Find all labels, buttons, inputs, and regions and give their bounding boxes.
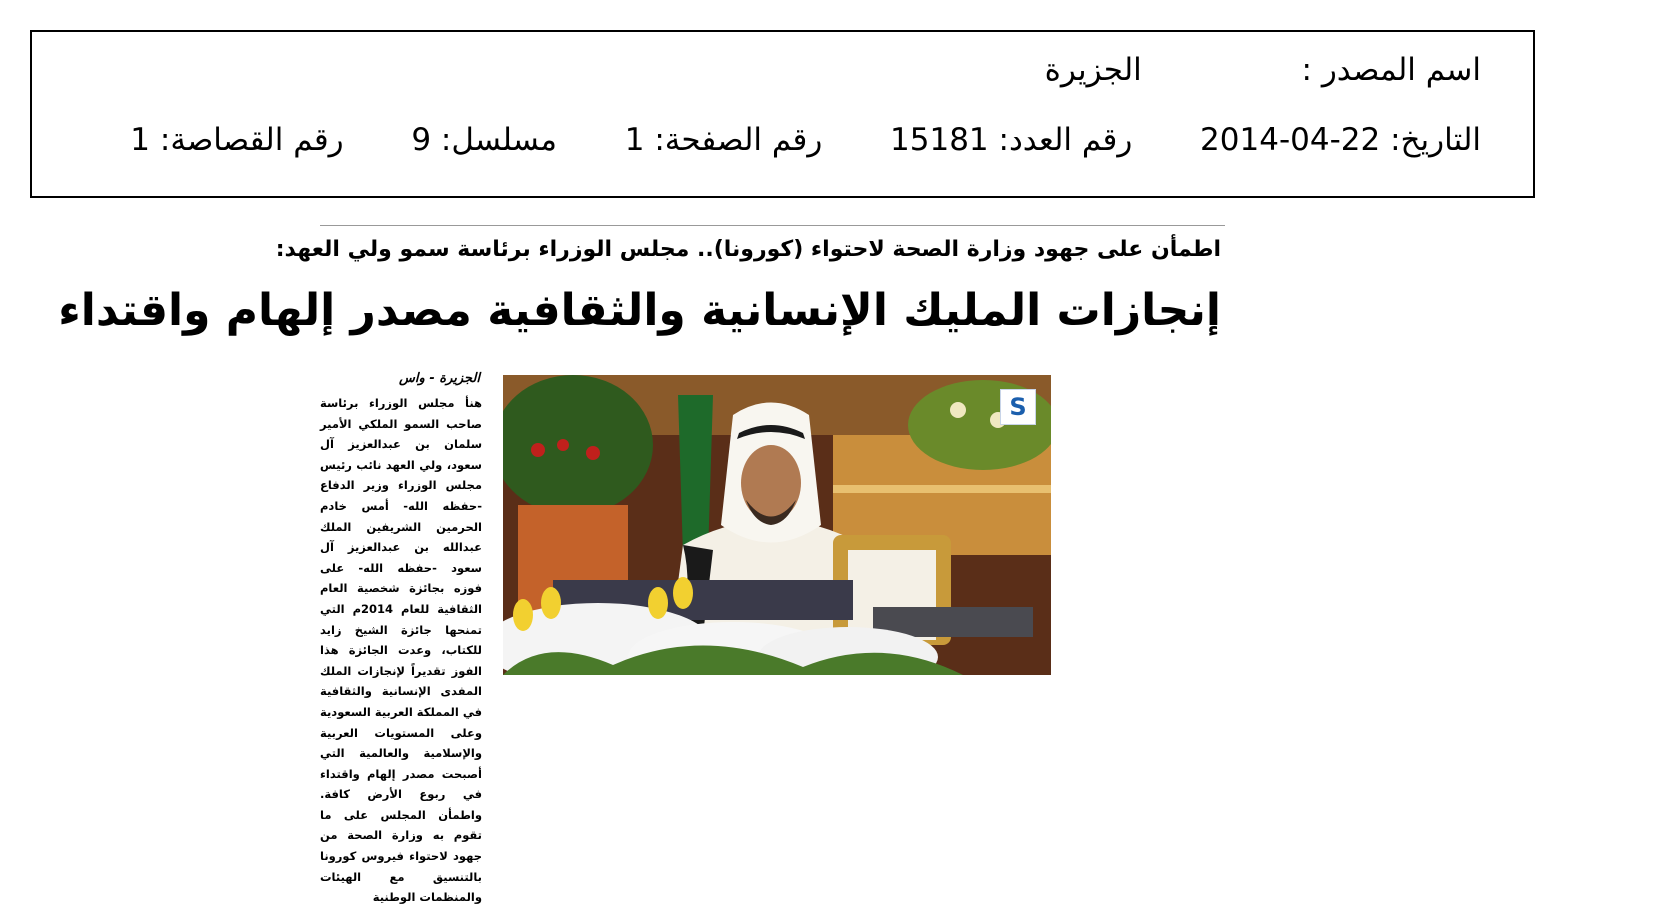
article-byline: الجزيرة - واس	[399, 371, 480, 386]
issue-number-field: رقم العدد: 15181	[890, 122, 1133, 158]
source-label: اسم المصدر :	[1301, 52, 1481, 88]
date-field: التاريخ: 22-04-2014	[1200, 122, 1481, 158]
divider-line	[320, 225, 1225, 226]
article-photo	[503, 375, 1051, 675]
source-value: الجزيرة	[1044, 52, 1142, 88]
source-row	[1045, 52, 1481, 88]
page-number-field: رقم الصفحة: 1	[624, 122, 823, 158]
clip-number-field: رقم القصاصة: 1	[130, 122, 344, 158]
cabinet-meeting-illustration	[503, 375, 1051, 675]
newspaper-clipping	[58, 225, 1225, 905]
article-headline: إنجازات المليك الإنسانية والثقافية مصدر إلهام واقتداء	[58, 285, 1221, 336]
source-info-box	[30, 30, 1535, 198]
article-body: هنأ مجلس الوزراء برئاسة صاحب السمو الملكي الأمير سلمان بن عبدالعزيز آل سعود، ولي العهد نائب رئيس مجلس الوزراء وزير الدفاع -حفظه الله- أمس خادم الحرمين الشريفين الملك عبدالله بن عبدالعزيز آل سعود -حفظه الله- على فوزه بجائزة شخصية العام الثقافية للعام 2014م التي تمنحها جائزة الشيخ زايد للكتاب، وعدت الجائزة هذا الفوز تقديراً لإنجازات الملك المفدى الإنسانية والثقافية في المملكة العربية السعودية وعلى المستويات العربية والإسلامية والعالمية التي أصبحت مصدر إلهام واقتداء في ربوع الأرض كافة. واطمأن المجلس على ما تقوم به وزارة الصحة من جهود لاحتواء فيروس كورونا بالتنسيق مع الهيئات والمنظمات الوطنية	[320, 396, 482, 905]
issue-details-row	[130, 122, 1481, 158]
article-kicker: اطمأن على جهود وزارة الصحة لاحتواء (كورونا).. مجلس الوزراء برئاسة سمو ولي العهد:	[275, 237, 1221, 262]
serial-field: مسلسل: 9	[411, 122, 558, 158]
agency-logo-icon: S	[1000, 389, 1036, 425]
